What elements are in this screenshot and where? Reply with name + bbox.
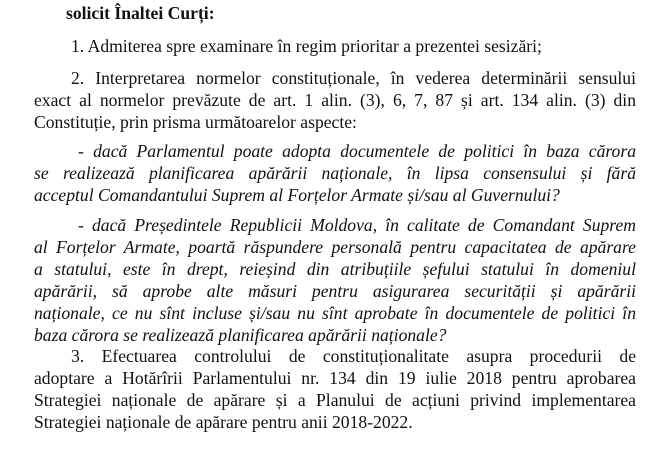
heading: solicit Înaltei Curți:	[66, 3, 215, 23]
text-line: 3. Efectuarea controlului de constituționalitate asupra procedurii de	[71, 346, 636, 366]
text-line: adoptare a Hotărîrii Parlamentului nr. 134 din 19 iulie 2018 pentru aprobarea	[34, 368, 636, 388]
text-line: 2. Interpretarea normelor constituționale, în vederea determinării sensului	[71, 68, 636, 88]
text-line: se realizează planificarea apărării naționale, în lipsa consensului și fără	[34, 163, 636, 183]
text-line: 1. Admiterea spre examinare în regim prioritar a prezentei sesizări;	[71, 36, 542, 56]
text-line: Strategiei naționale de apărare pentru anii 2018-2022.	[34, 412, 413, 432]
text-line: al Forțelor Armate, poartă răspundere personală pentru capacitatea de apărare	[34, 237, 636, 257]
text-line: a statului, este în drept, reieșind din atribuțiile șefului statului în domeniul	[34, 259, 636, 279]
text-line: acceptul Comandantului Suprem al Forțelor Armate și/sau al Guvernului?	[34, 185, 560, 205]
text-line: baza cărora se realizează planificarea apărării naționale?	[34, 325, 447, 345]
text-line: apărării, să aprobe alte măsuri pentru asigurarea securității și apărării	[34, 281, 636, 301]
text-line: Constituție, prin prisma următoarelor aspecte:	[34, 112, 357, 132]
text-line: - dacă Parlamentul poate adopta documentele de politici în baza cărora	[78, 141, 636, 161]
text-line: - dacă Președintele Republicii Moldova, în calitate de Comandant Suprem	[78, 215, 636, 235]
text-line: exact al normelor prevăzute de art. 1 alin. (3), 6, 7, 87 și art. 134 alin. (3) din	[34, 90, 636, 110]
text-line: naționale, ce nu sînt incluse și/sau nu sînt aprobate în documentele de politici în	[34, 303, 636, 323]
text-line: Strategiei naționale de apărare și a Planului de acțiuni privind implementarea	[34, 390, 636, 410]
